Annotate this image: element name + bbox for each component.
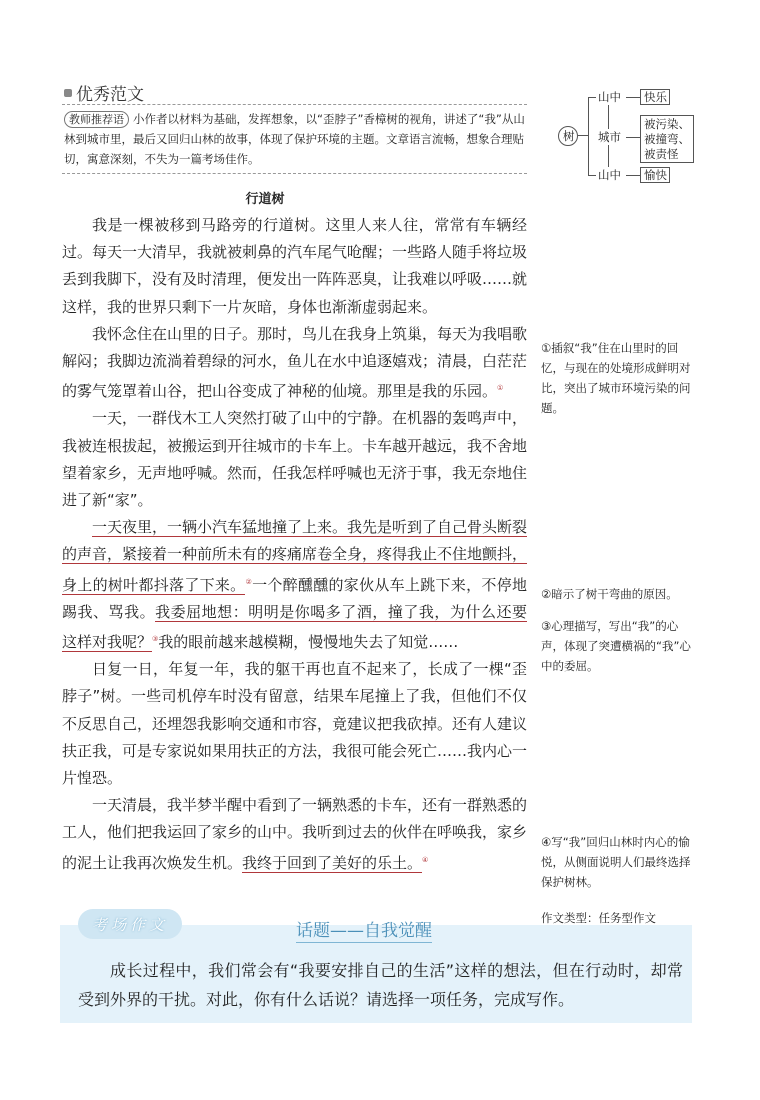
annotation-marker: ④ [422,855,429,864]
mindmap-connector [578,135,588,136]
essay-text: 我是一棵被移到马路旁的行道树。这里人来人往，常常有车辆经过。每天一大清早，我就被刺鼻的汽车尾气呛醒；一些路人随手将垃圾丢到我脚下，没有及时清理，便发出一阵阵恶臭，让我难以呼吸……就这样，我的世界只剩下一片灰暗，身体也渐渐虚弱起来。 [62,216,528,316]
mindmap-connector [588,97,596,98]
mindmap-feeling-3: 愉快 [644,168,667,182]
mindmap-stage-2: 城市 [598,130,621,144]
mindmap-feeling-2b: 被撞弯、 [644,132,690,146]
mindmap-root: 树 [563,129,575,143]
teacher-recommendation [62,104,527,174]
essay-body [62,212,527,877]
annotation-marker: ① [497,384,504,393]
mindmap-connector [626,97,640,98]
mindmap-connector [588,175,596,176]
essay-title: 行道树 [245,192,285,207]
topic-title: 话题——自我觉醒 [296,916,432,943]
essay-genre: 作文类型：任务型作文 [541,911,656,925]
mindmap-stage-1: 山中 [598,90,621,104]
mindmap-arrow [608,105,609,129]
section-header [64,80,144,105]
underlined-text: 我终于回到了美好的乐土。 [242,853,423,872]
teacher-tag: 教师推荐语 [64,111,129,128]
underlined-text: 我委屈地想：明明是你喝多了酒，撞了我，为什么还要这样对我呢？ [62,602,527,652]
essay-paragraph [62,321,527,406]
section-title: 优秀范文 [76,85,144,105]
annotation-marker: ② [245,577,253,586]
mindmap-feeling-2a: 被污染、 [644,117,690,131]
margin-note-3: ③心理描写，写出“我”的心声，体现了突遭横祸的“我”心中的委屈。 [541,619,691,673]
mindmap-connector [626,175,640,176]
essay-paragraph [62,514,527,656]
essay-paragraph [62,792,527,877]
teacher-recommendation-text [64,109,525,169]
essay-text: 我怀念住在山里的日子。那时，鸟儿在我身上筑巢，每天为我唱歌解闷；我脚边流淌着碧绿的河水，鱼儿在水中追逐嬉戏；清晨，白茫茫的雾气笼罩着山谷，把山谷变成了神秘的仙境。那里是我的乐园。 [62,324,528,401]
essay-paragraph [62,405,527,514]
structure-mindmap [556,88,696,188]
margin-note-2: ②暗示了树干弯曲的原因。 [541,587,678,601]
topic-tab [78,909,182,939]
underlined-text: 一天夜里，一辆小汽车猛地撞了上来。我先是听到了自己骨头断裂的声音，紧接着一种前所未有的疼痛席卷全身，疼得我止不住地颤抖，身上的树叶都抖落了下来。 [62,518,528,594]
mindmap-feeling-2c: 被责怪 [644,147,679,161]
essay-text: 一天清晨，我半梦半醒中看到了一辆熟悉的卡车，还有一群熟悉的工人，他们把我运回了家乡的山中。我听到过去的伙伴在呼唤我，家乡的泥土让我再次焕发生机。 [62,796,528,872]
essay-text: 一个醉醺醺的家伙从车上跳下来，不停地踢我、骂我。 [62,575,527,621]
mindmap-connector [588,97,589,175]
essay-paragraph [62,656,527,792]
topic-text: 成长过程中，我们常会有“我要安排自己的生活”这样的想法，但在行动时，却常受到外界的干扰。对此，你有什么话说？请选择一项任务，完成写作。 [78,961,683,1009]
mindmap-stage-3: 山中 [598,168,621,182]
mindmap-feeling-1: 快乐 [644,90,667,104]
essay-text: 我的眼前越来越模糊，慢慢地失去了知觉…… [158,633,459,652]
margin-note-4: ④写“我”回归山林时内心的愉悦，从侧面说明人们最终选择保护树林。 [541,835,691,889]
margin-note-1: ①插叙“我”住在山里时的回忆，与现在的处境形成鲜明对比，突出了城市环境污染的问题。 [541,341,691,415]
essay-text: 一天，一群伐木工人突然打破了山中的宁静。在机器的轰鸣声中，我被连根拔起，被搬运到开往城市的卡车上。卡车越开越远，我不舍地望着家乡，无声地呼喊。然而，任我怎样呼喊也无济于事，我无奈地住进了新“家”。 [62,409,528,510]
topic-body [78,956,683,1014]
essay-paragraph [62,212,527,321]
mindmap-arrow [608,145,609,167]
teacher-text: 小作者以材料为基础，发挥想象，以“歪脖子”香樟树的视角，讲述了“我”从山林到城市里，最后又回归山林的故事，体现了保护环境的主题。文章语言流畅，想象合理贴切，寓意深刻，不失为一篇考场佳作。 [64,112,525,166]
essay-text: 日复一日，年复一年，我的躯干再也直不起来了，长成了一棵“歪脖子”树。一些司机停车时没有留意，结果车尾撞上了我，但他们不仅不反思自己，还埋怨我影响交通和市容，竟建议把我砍掉。还有人建议扶正我，可是专家说如果用扶正的方法，我很可能会死亡……我内心一片惶恐。 [62,660,528,788]
bullet-icon [64,89,72,97]
annotation-marker: ③ [152,635,159,644]
mindmap-connector [626,137,640,138]
topic-tab-label: 考场作文 [92,915,169,934]
